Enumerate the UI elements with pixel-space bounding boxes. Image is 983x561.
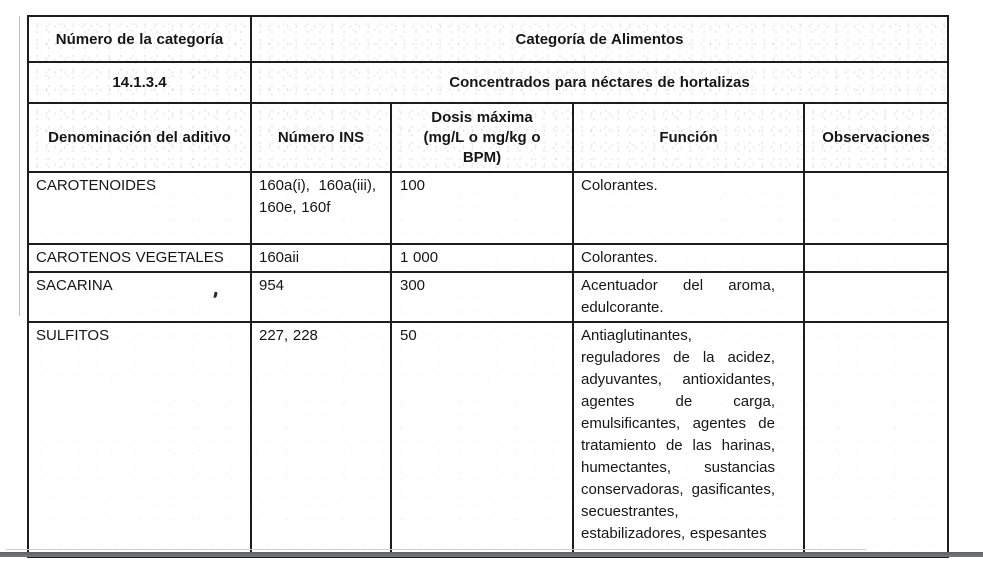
column-header-dose-line: Dosis máxima	[431, 108, 533, 126]
cell-dose: 50	[391, 322, 573, 557]
column-header-function: Función	[573, 103, 804, 172]
cell-function: Colorantes.	[573, 172, 804, 244]
table-row	[28, 172, 948, 244]
column-header-row	[28, 103, 948, 172]
category-name-value: Concentrados para néctares de hortalizas	[251, 62, 948, 103]
cell-dose: 100	[391, 172, 573, 244]
cell-ins: 227, 228	[251, 322, 391, 557]
page-edge-bar	[0, 552, 983, 557]
cell-observations	[804, 272, 948, 322]
cell-additive: SULFITOS	[28, 322, 251, 557]
category-of-foods-label: Categoría de Alimentos	[251, 16, 948, 62]
column-header-dose-line: BPM)	[462, 148, 502, 166]
category-label-row	[28, 16, 948, 62]
table-row	[28, 244, 948, 272]
cell-observations	[804, 172, 948, 244]
cell-observations	[804, 244, 948, 272]
category-number-value: 14.1.3.4	[28, 62, 251, 103]
cell-ins: 160a(i), 160a(iii), 160e, 160f	[251, 172, 391, 244]
column-header-observations: Observaciones	[804, 103, 948, 172]
table-row	[28, 272, 948, 322]
cell-function: Colorantes.	[573, 244, 804, 272]
cell-additive: CAROTENOIDES	[28, 172, 251, 244]
column-header-additive: Denominación del aditivo	[28, 103, 251, 172]
cell-function: Antiaglutinantes, reguladores de la acidez, adyuvantes, antioxidantes, agentes de carga, emulsificantes, agentes de tratamiento de las harinas, humectantes, sustancias conservadoras, gasificantes, secuestrantes, estabilizadores, espesantes	[573, 322, 804, 557]
cell-ins: 160aii	[251, 244, 391, 272]
category-value-row	[28, 62, 948, 103]
column-header-dose	[391, 103, 573, 172]
column-header-ins: Número INS	[251, 103, 391, 172]
scan-artifact-bottom-line	[6, 549, 866, 550]
cell-additive: SACARINA	[28, 272, 251, 322]
cell-additive: CAROTENOS VEGETALES	[28, 244, 251, 272]
category-number-label: Número de la categoría	[28, 16, 251, 62]
cell-ins: 954	[251, 272, 391, 322]
additives-table	[27, 15, 949, 558]
table-row	[28, 322, 948, 557]
cell-function: Acentuador del aroma, edulcorante.	[573, 272, 804, 322]
cell-dose: 300	[391, 272, 573, 322]
cell-dose: 1 000	[391, 244, 573, 272]
scan-artifact-line	[19, 16, 20, 316]
column-header-dose-line: (mg/L o mg/kg o	[423, 128, 541, 146]
cell-observations	[804, 322, 948, 557]
